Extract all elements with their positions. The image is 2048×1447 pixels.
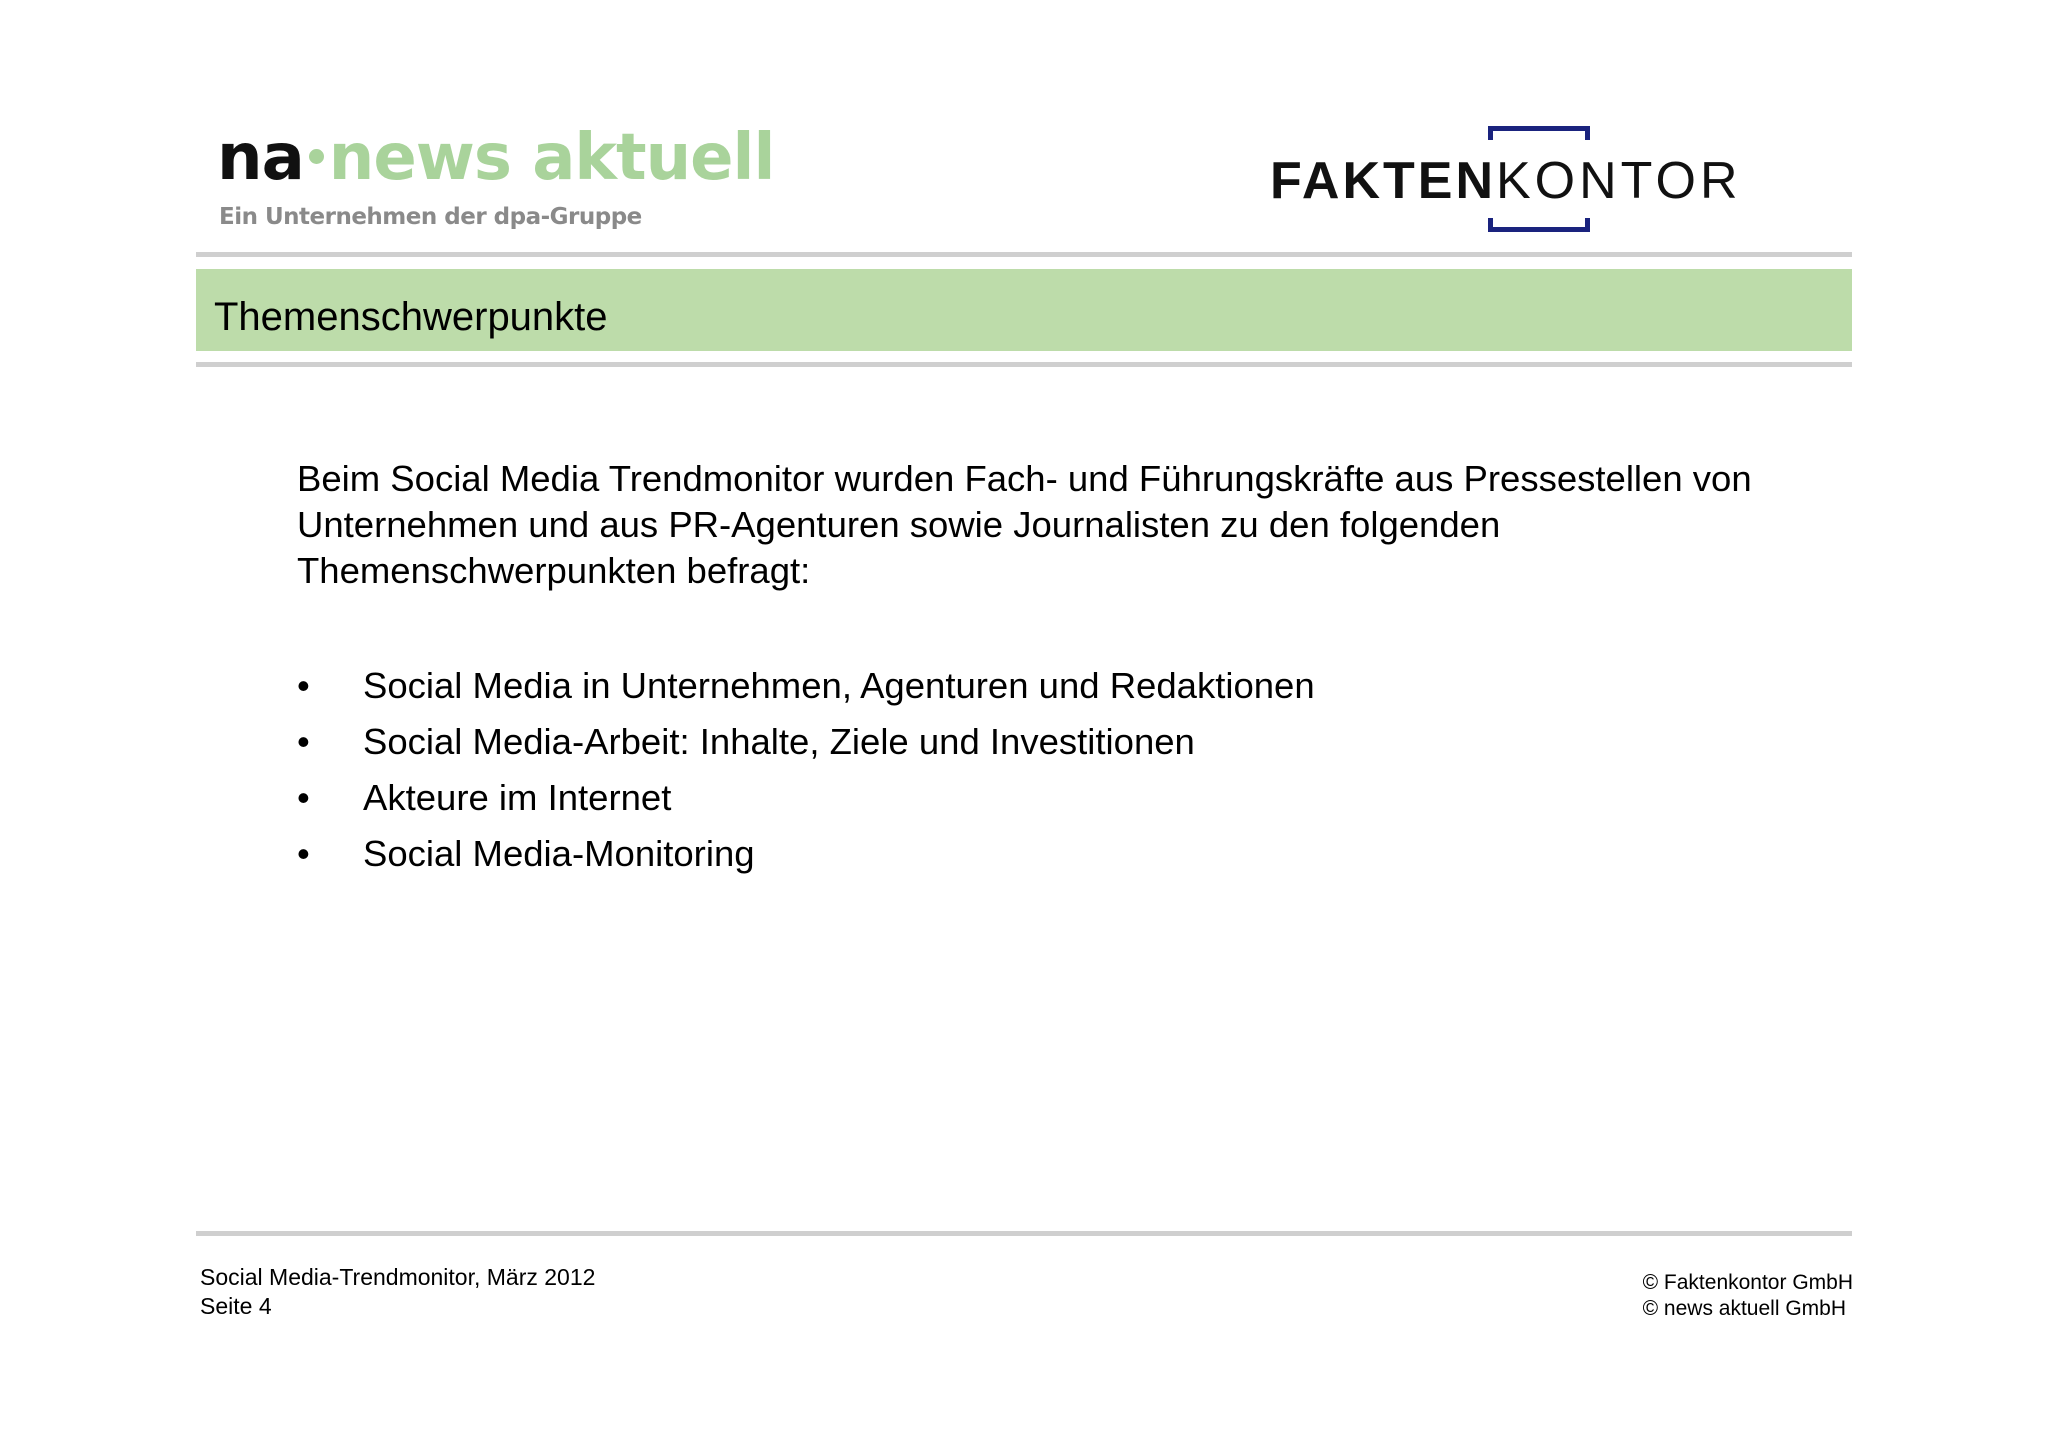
bullet-icon: • [297, 777, 310, 818]
footer-page-number: Seite 4 [200, 1293, 272, 1319]
faktenkontor-logo [1270, 126, 1830, 241]
na-logo-brand: news aktuell [328, 121, 775, 195]
footer-report-title: Social Media-Trendmonitor, März 2012 [200, 1264, 596, 1290]
bullet-icon: • [297, 665, 310, 706]
intro-paragraph: Beim Social Media Trendmonitor wurden Fach- und Führungskräfte aus Pressestellen von Unternehmen und aus PR-Agenturen sowie Journalisten zu den folgenden Themenschwerpunkten befragt: [297, 458, 1752, 591]
topic-text: Social Media-Arbeit: Inhalte, Ziele und Investitionen [363, 721, 1195, 762]
topic-text: Akteure im Internet [363, 777, 672, 818]
footer-divider [196, 1231, 1852, 1236]
na-logo-dot [309, 149, 324, 164]
title-band [196, 269, 1852, 351]
news-aktuell-logo [217, 118, 777, 238]
fk-logo-light: KONTOR [1496, 152, 1742, 210]
copyright-news-aktuell: © news aktuell GmbH [1642, 1297, 1846, 1320]
na-logo-tagline: Ein Unternehmen der dpa-Gruppe [219, 204, 642, 230]
page-title: Themenschwerpunkte [214, 295, 608, 339]
na-logo-prefix: na [217, 121, 304, 195]
bullet-icon: • [297, 721, 310, 762]
bullet-icon: • [297, 833, 310, 874]
na-logo-wordmark [217, 118, 774, 198]
copyright-faktenkontor: © Faktenkontor GmbH [1642, 1271, 1853, 1294]
footer-copyright [1643, 1270, 1853, 1322]
topic-text: Social Media in Unternehmen, Agenturen und Redaktionen [363, 665, 1315, 706]
topic-text: Social Media-Monitoring [363, 833, 755, 874]
fk-logo-wordmark [1270, 152, 1742, 210]
header-divider [196, 252, 1852, 257]
footer-left [200, 1263, 595, 1321]
fk-logo-bold: FAKTEN [1270, 152, 1496, 210]
title-divider [196, 362, 1852, 367]
